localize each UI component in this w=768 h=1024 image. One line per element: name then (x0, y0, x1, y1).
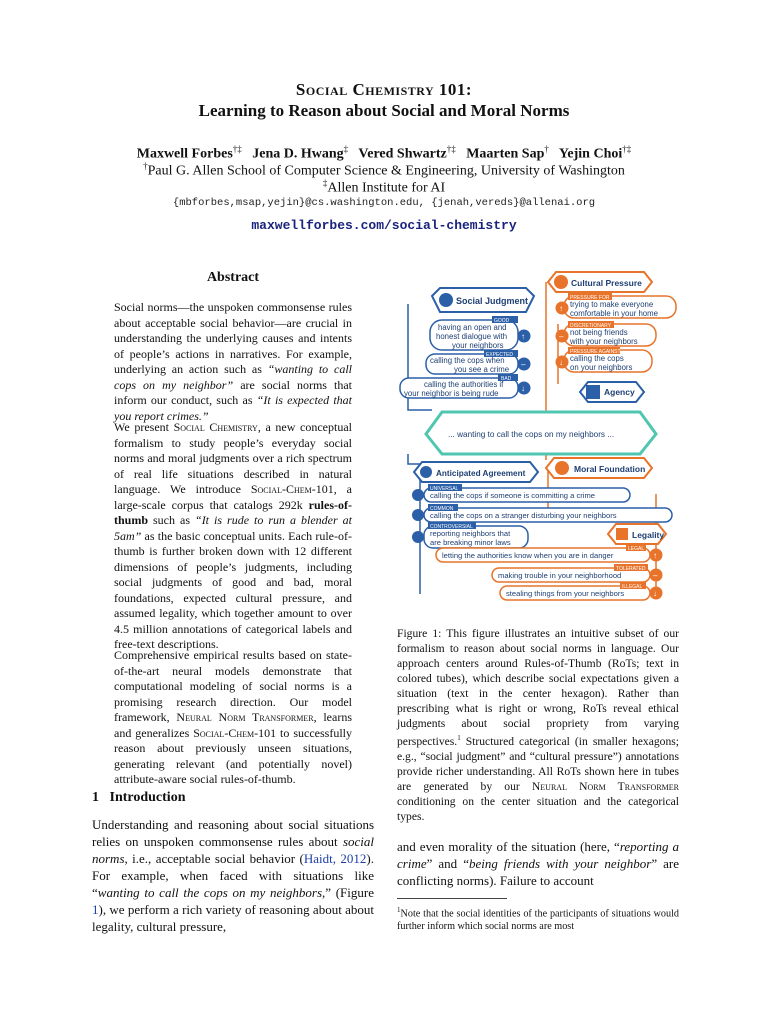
svg-text:you see a crime: you see a crime (454, 365, 510, 374)
svg-text:DISCRETIONARY: DISCRETIONARY (570, 323, 612, 329)
svg-text:↑: ↑ (521, 332, 525, 341)
svg-text:–: – (653, 571, 658, 580)
svg-text:–: – (559, 332, 564, 341)
svg-text:stealing things from your neig: stealing things from your neighbors (506, 589, 625, 598)
abstract-heading: Abstract (206, 270, 260, 285)
svg-text:your neighbor is being rude: your neighbor is being rude (404, 389, 499, 398)
svg-text:PRESSURE FOR: PRESSURE FOR (570, 295, 610, 301)
author: Jena D. Hwang (252, 146, 344, 162)
svg-text:–: – (521, 360, 526, 369)
svg-text:GOOD: GOOD (494, 318, 510, 324)
svg-text:trying to make everyone: trying to make everyone (570, 300, 654, 309)
right-column-paragraph: and even morality of the situation (here, “reporting a crime” and “being friends with your neighbor” are conflicting norms). Failure to account (397, 839, 679, 888)
paper-title-line1: Social Chemistry 101: (295, 80, 473, 99)
author: Yejin Choi (558, 146, 623, 162)
citation-link[interactable]: Haidt, 2012 (303, 851, 367, 866)
section-heading-introduction: 1 Introduction (92, 790, 186, 805)
svg-text:EXPECTED: EXPECTED (486, 352, 513, 358)
affiliation-ai2: ‡Allen Institute for AI (322, 178, 446, 196)
svg-text:PRESSURE AGAINST: PRESSURE AGAINST (570, 349, 621, 355)
svg-text:calling the authorities if: calling the authorities if (424, 380, 504, 389)
svg-text:reporting neighbors that: reporting neighbors that (430, 529, 511, 538)
project-url-link[interactable]: maxwellforbes.com/social-chemistry (251, 218, 517, 233)
anticipated-agreement-label: Anticipated Agreement (436, 469, 526, 478)
svg-text:calling the cops if someone is: calling the cops if someone is committing a crime (430, 491, 596, 500)
author-list: Maxwell Forbes†‡ Jena D. Hwang‡ Vered Shwartz†‡ Maarten Sap† Yejin Choi†‡ (136, 144, 632, 162)
center-situation: ... wanting to call the cops on my neighbors ... (448, 430, 615, 439)
svg-text:calling the cops: calling the cops (570, 354, 624, 363)
svg-text:ILLEGAL: ILLEGAL (622, 584, 643, 590)
svg-text:↑: ↑ (559, 304, 563, 313)
svg-text:comfortable in your home: comfortable in your home (570, 309, 658, 318)
svg-text:↓: ↓ (559, 358, 563, 367)
svg-text:with your neighbors: with your neighbors (570, 337, 638, 346)
svg-text:letting the authorities know w: letting the authorities know when you are in danger (442, 551, 614, 560)
author-emails: {mbforbes,msap,yejin}@cs.washington.edu, {jenah,vereds}@allenai.org (172, 197, 596, 209)
svg-text:are breaking minor laws: are breaking minor laws (430, 538, 511, 547)
paper-title-line2: Learning to Reason about Social and Moral Norms (198, 101, 570, 120)
svg-text:having an open and: having an open and (438, 323, 507, 332)
agency-label: Agency (604, 387, 635, 397)
introduction-paragraph: Understanding and reasoning about social situations relies on unspoken commonsense rules about social norms, i.e., acceptable social behavior (Haidt, 2012). For example, when faced with situations like “wanting to call the cops on my neighbors,” (Figure 1), we perform a rich variety of reasoning about about legality, cultural pressure, (92, 817, 374, 934)
svg-text:BAD: BAD (501, 376, 512, 382)
footnote-divider (397, 898, 507, 899)
abstract-paragraph-2: We present Social Chemistry, a new conceptual formalism to study people’s everyday social norms and moral judgments over a rich spectrum of real life situations described in natural language. We introduce Social-Chem-101, a large-scale corpus that catalogs 292k rules-of-thumb such as “It is rude to run a blender at 5am” as the basic conceptual units. Each rule-of-thumb is further broken down with 12 different dimensions of people’s judgments, including social judgments of good and bad, moral foundations, expected cultural pressure, and assumed legality, which together amount to over 4.5 million annotations of categorical labels and free-text descriptions. (114, 420, 353, 651)
svg-text:LEGAL: LEGAL (628, 546, 645, 552)
svg-text:on your neighbors: on your neighbors (570, 363, 633, 372)
svg-text:honest dialogue with: honest dialogue with (436, 332, 508, 341)
cultural-pressure-label: Cultural Pressure (571, 278, 642, 288)
svg-text:↓: ↓ (521, 384, 525, 393)
abstract-paragraph-1: Social norms—the unspoken commonsense rules about acceptable social behavior—are crucial in understanding the underlying causes and intents of people’s actions in narratives. For example, underlying an action such as “wanting to call cops on my neighbor” are social norms that inform our conduct, such as “It is expected that you report crimes.” (114, 300, 353, 423)
svg-text:making trouble in your neighbo: making trouble in your neighborhood (498, 571, 622, 580)
affiliation-uw: †Paul G. Allen School of Computer Science & Engineering, University of Washington (143, 161, 625, 179)
figure-1 (396, 264, 686, 612)
figure-caption: Figure 1: This figure illustrates an intuitive subset of our formalism to reason about social norms in language. Our approach centers around Rules-of-Thumb (RoTs; text in colored tubes), which describe social expectations given a situation (text in the center hexagon). Rather than prescribing what is right or wrong, RoTs reveal ethical judgments about social propriety from varying perspectives.$^1$ Structured categorical (in smaller hexagons; e.g., “social judgment” and “cultural pressure”) annotations provide richer understanding. All RoTs shown here in tubes are generated by our Neural Norm Transformer conditioning on the center situation and the categorical types. (397, 627, 679, 823)
svg-text:calling the cops on a stranger: calling the cops on a stranger disturbing your neighbors (430, 511, 617, 520)
author: Maxwell Forbes (136, 146, 233, 162)
author: Maarten Sap (466, 146, 545, 162)
author: Vered Shwartz (358, 146, 447, 162)
footnote: $^1$Note that the social identities of the participants of situations would further inform which social norms are most (397, 906, 679, 933)
legality-label: Legality (632, 530, 665, 540)
figure-ref-link[interactable]: 1 (92, 902, 99, 917)
social-judgment-label: Social Judgment (456, 296, 529, 306)
svg-text:not being friends: not being friends (570, 328, 628, 337)
svg-text:your neighbors: your neighbors (452, 341, 504, 350)
svg-text:↑: ↑ (653, 551, 657, 560)
svg-text:calling the cops when: calling the cops when (430, 356, 505, 365)
svg-text:CONTROVERSIAL: CONTROVERSIAL (430, 524, 473, 530)
moral-foundation-label: Moral Foundation (574, 464, 646, 474)
svg-text:COMMON: COMMON (430, 506, 454, 512)
abstract-paragraph-3: Comprehensive empirical results based on state-of-the-art neural models demonstrate that computational modeling of social norms is a promising research direction. Our model framework, Neural Norm Transformer, learns and generalizes Social-Chem-101 to successfully reason about previously unseen situations, generating relevant (and potentially novel) attribute-aware social rules-of-thumb. (114, 648, 352, 786)
svg-text:UNIVERSAL: UNIVERSAL (430, 486, 459, 492)
svg-text:TOLERATED: TOLERATED (616, 566, 646, 572)
svg-text:↓: ↓ (653, 589, 657, 598)
